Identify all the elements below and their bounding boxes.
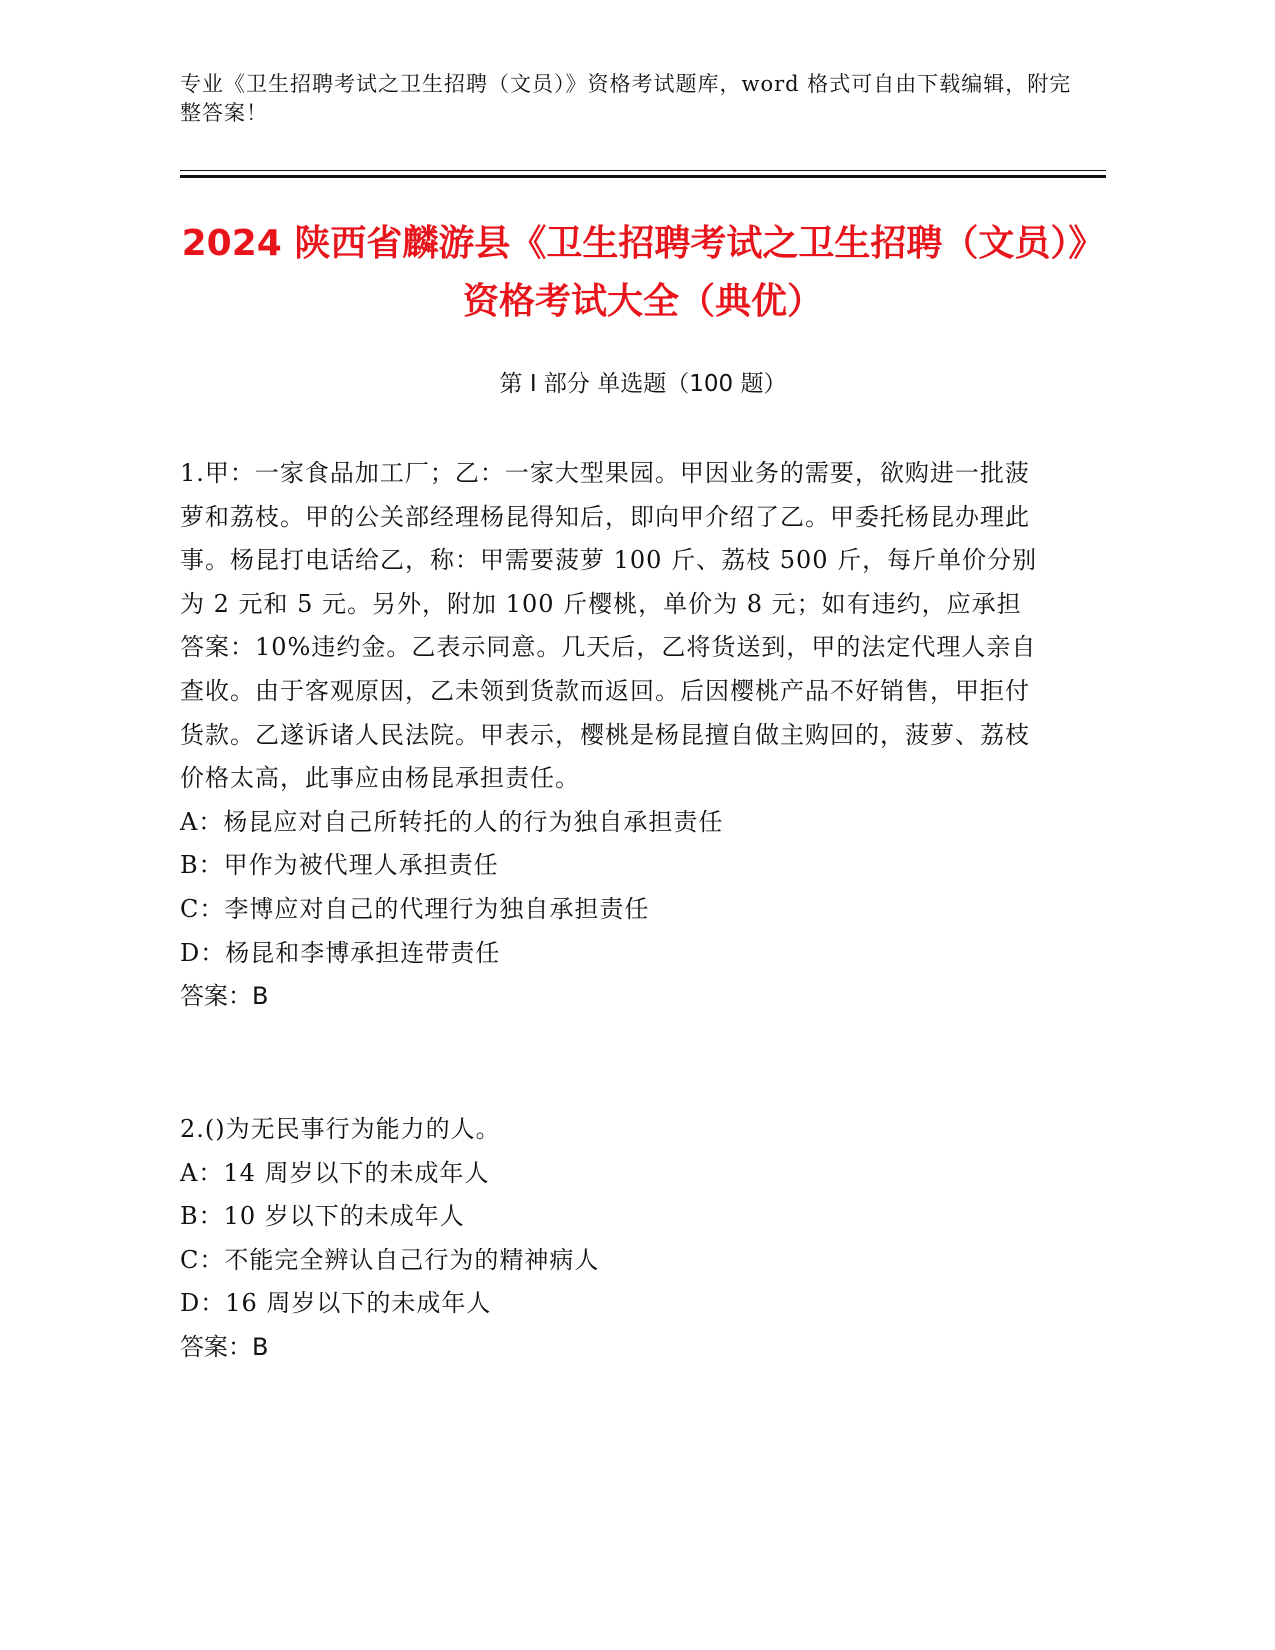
section-title: 第 I 部分 单选题（100 题）	[499, 371, 787, 397]
question-1	[180, 452, 1040, 1019]
question-stem: 2.()为无民事行为能力的人。	[180, 1115, 501, 1143]
option-d: D：16 周岁以下的未成年人	[180, 1289, 492, 1318]
option-b: B：10 岁以下的未成年人	[180, 1202, 465, 1231]
option-c: C：不能完全辨认自己行为的精神病人	[180, 1245, 600, 1274]
header-rule-thick	[180, 175, 1106, 178]
answer: 答案：B	[180, 982, 269, 1011]
header-note: 专业《卫生招聘考试之卫生招聘（文员）》资格考试题库，word 格式可自由下载编辑，附完整答案！	[180, 72, 1072, 125]
option-b: B：甲作为被代理人承担责任	[180, 851, 499, 880]
option-c: C：李博应对自己的代理行为独自承担责任	[180, 894, 650, 923]
option-a: A：杨昆应对自己所转托的人的行为独自承担责任	[180, 807, 724, 836]
question-2	[180, 1108, 1040, 1370]
question-stem: 1.甲：一家食品加工厂；乙：一家大型果园。甲因业务的需要，欲购进一批菠萝和荔枝。甲的公关部经理杨昆得知后，即向甲介绍了乙。甲委托杨昆办理此事。杨昆打电话给乙，称：甲需要菠萝 100 斤、荔枝 500 斤，每斤单价分别为 2 元和 5 元。另外，附加 100 斤樱桃，单价为 8 元；如有违约，应承担答案：10%违约金。乙表示同意。几天后，乙将货送到，甲的法定代理人亲自查收。由于客观原因，乙未领到货款而返回。后因樱桃产品不好销售，甲拒付货款。乙遂诉诸人民法院。甲表示，樱桃是杨昆擅自做主购回的，菠萝、荔枝价格太高，此事应由杨昆承担责任。	[180, 459, 1038, 793]
document-title: 2024 陕西省麟游县《卫生招聘考试之卫生招聘（文员）》资格考试大全（典优）	[181, 223, 1105, 322]
answer: 答案：B	[180, 1332, 269, 1361]
header-rule-thin	[180, 170, 1106, 171]
option-d: D：杨昆和李博承担连带责任	[180, 938, 501, 967]
option-a: A：14 周岁以下的未成年人	[180, 1158, 490, 1187]
